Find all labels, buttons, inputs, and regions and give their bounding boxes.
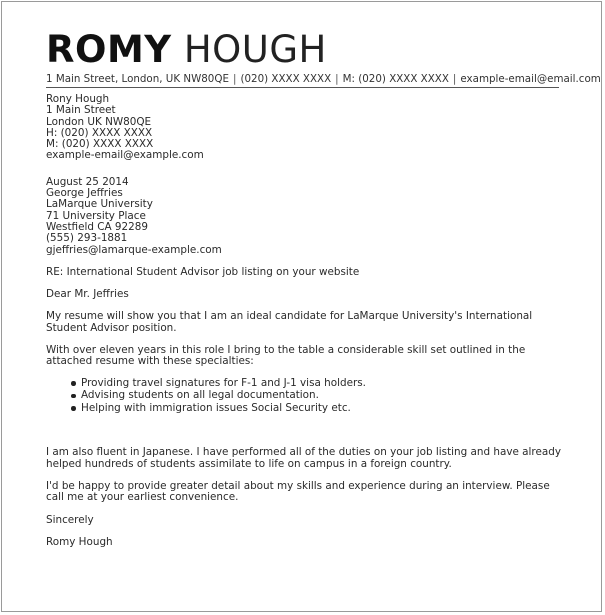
recipient-name: George Jeffries [46,187,123,200]
list-item: Helping with immigration issues Social Security etc. [81,402,561,415]
letter-page [1,1,602,612]
list-item: Advising students on all legal documentation. [81,389,561,402]
header-home-phone: (020) XXXX XXXX [240,73,332,85]
last-name: HOUGH [183,28,327,71]
sender-home-phone: H: (020) XXXX XXXX [46,126,153,139]
salutation-text: Dear Mr. Jeffries [46,288,129,301]
paragraph-interview [46,481,561,504]
header-mobile-phone: M: (020) XXXX XXXX [342,73,449,85]
page-title [46,28,327,72]
subject-text: RE: International Student Advisor job listing on your website [46,266,360,279]
recipient-email: gjeffries@lamarque-example.com [46,243,222,256]
paragraph-languages [46,447,561,470]
closing-text: Sincerely [46,513,94,526]
paragraph-interview-text: I'd be happy to provide greater detail about my skills and experience during an interview. Please call me at your earliest convenience. [46,480,550,504]
first-name: ROMY [46,28,172,71]
letter-date: August 25 2014 [46,175,129,188]
sender-mobile-phone: M: (020) XXXX XXXX [46,138,154,151]
sender-block [46,94,561,162]
paragraph-experience-text: With over eleven years in this role I bring to the table a considerable skill set outlined in the attached resume with these specialties: [46,344,526,368]
list-item: Providing travel signatures for F-1 and J-1 visa holders. [81,377,561,390]
salutation [46,289,561,300]
paragraph-intro-text: My resume will show you that I am an ideal candidate for LaMarque University's International Student Advisor position. [46,310,533,334]
header-divider [46,87,559,88]
recipient-block [46,177,561,256]
contact-separator: | [452,73,457,85]
header-contact-line [46,73,601,85]
paragraph-languages-text: I am also fluent in Japanese. I have performed all of the duties on your job listing and have already helped hundreds of students assimilate to life on campus in a foreign country. [46,446,561,470]
signature [46,537,561,548]
subject-line [46,267,561,278]
paragraph-intro [46,311,561,334]
signature-name: Romy Hough [46,535,113,548]
header-address: 1 Main Street, London, UK NW80QE [46,73,229,85]
contact-separator: | [232,73,237,85]
recipient-organization: LaMarque University [46,198,153,211]
recipient-phone: (555) 293-1881 [46,232,128,245]
sender-city: London UK NW80QE [46,115,152,128]
closing [46,515,561,526]
recipient-city: Westfield CA 92289 [46,220,148,233]
letter-body [46,94,561,548]
recipient-street: 71 University Place [46,209,146,222]
header-email: example-email@email.com [460,73,601,85]
paragraph-experience [46,345,561,368]
specialties-list [46,377,561,415]
contact-separator: | [335,73,339,85]
sender-name: Rony Hough [46,93,110,105]
sender-email: example-email@example.com [46,149,204,162]
sender-street: 1 Main Street [46,104,116,117]
